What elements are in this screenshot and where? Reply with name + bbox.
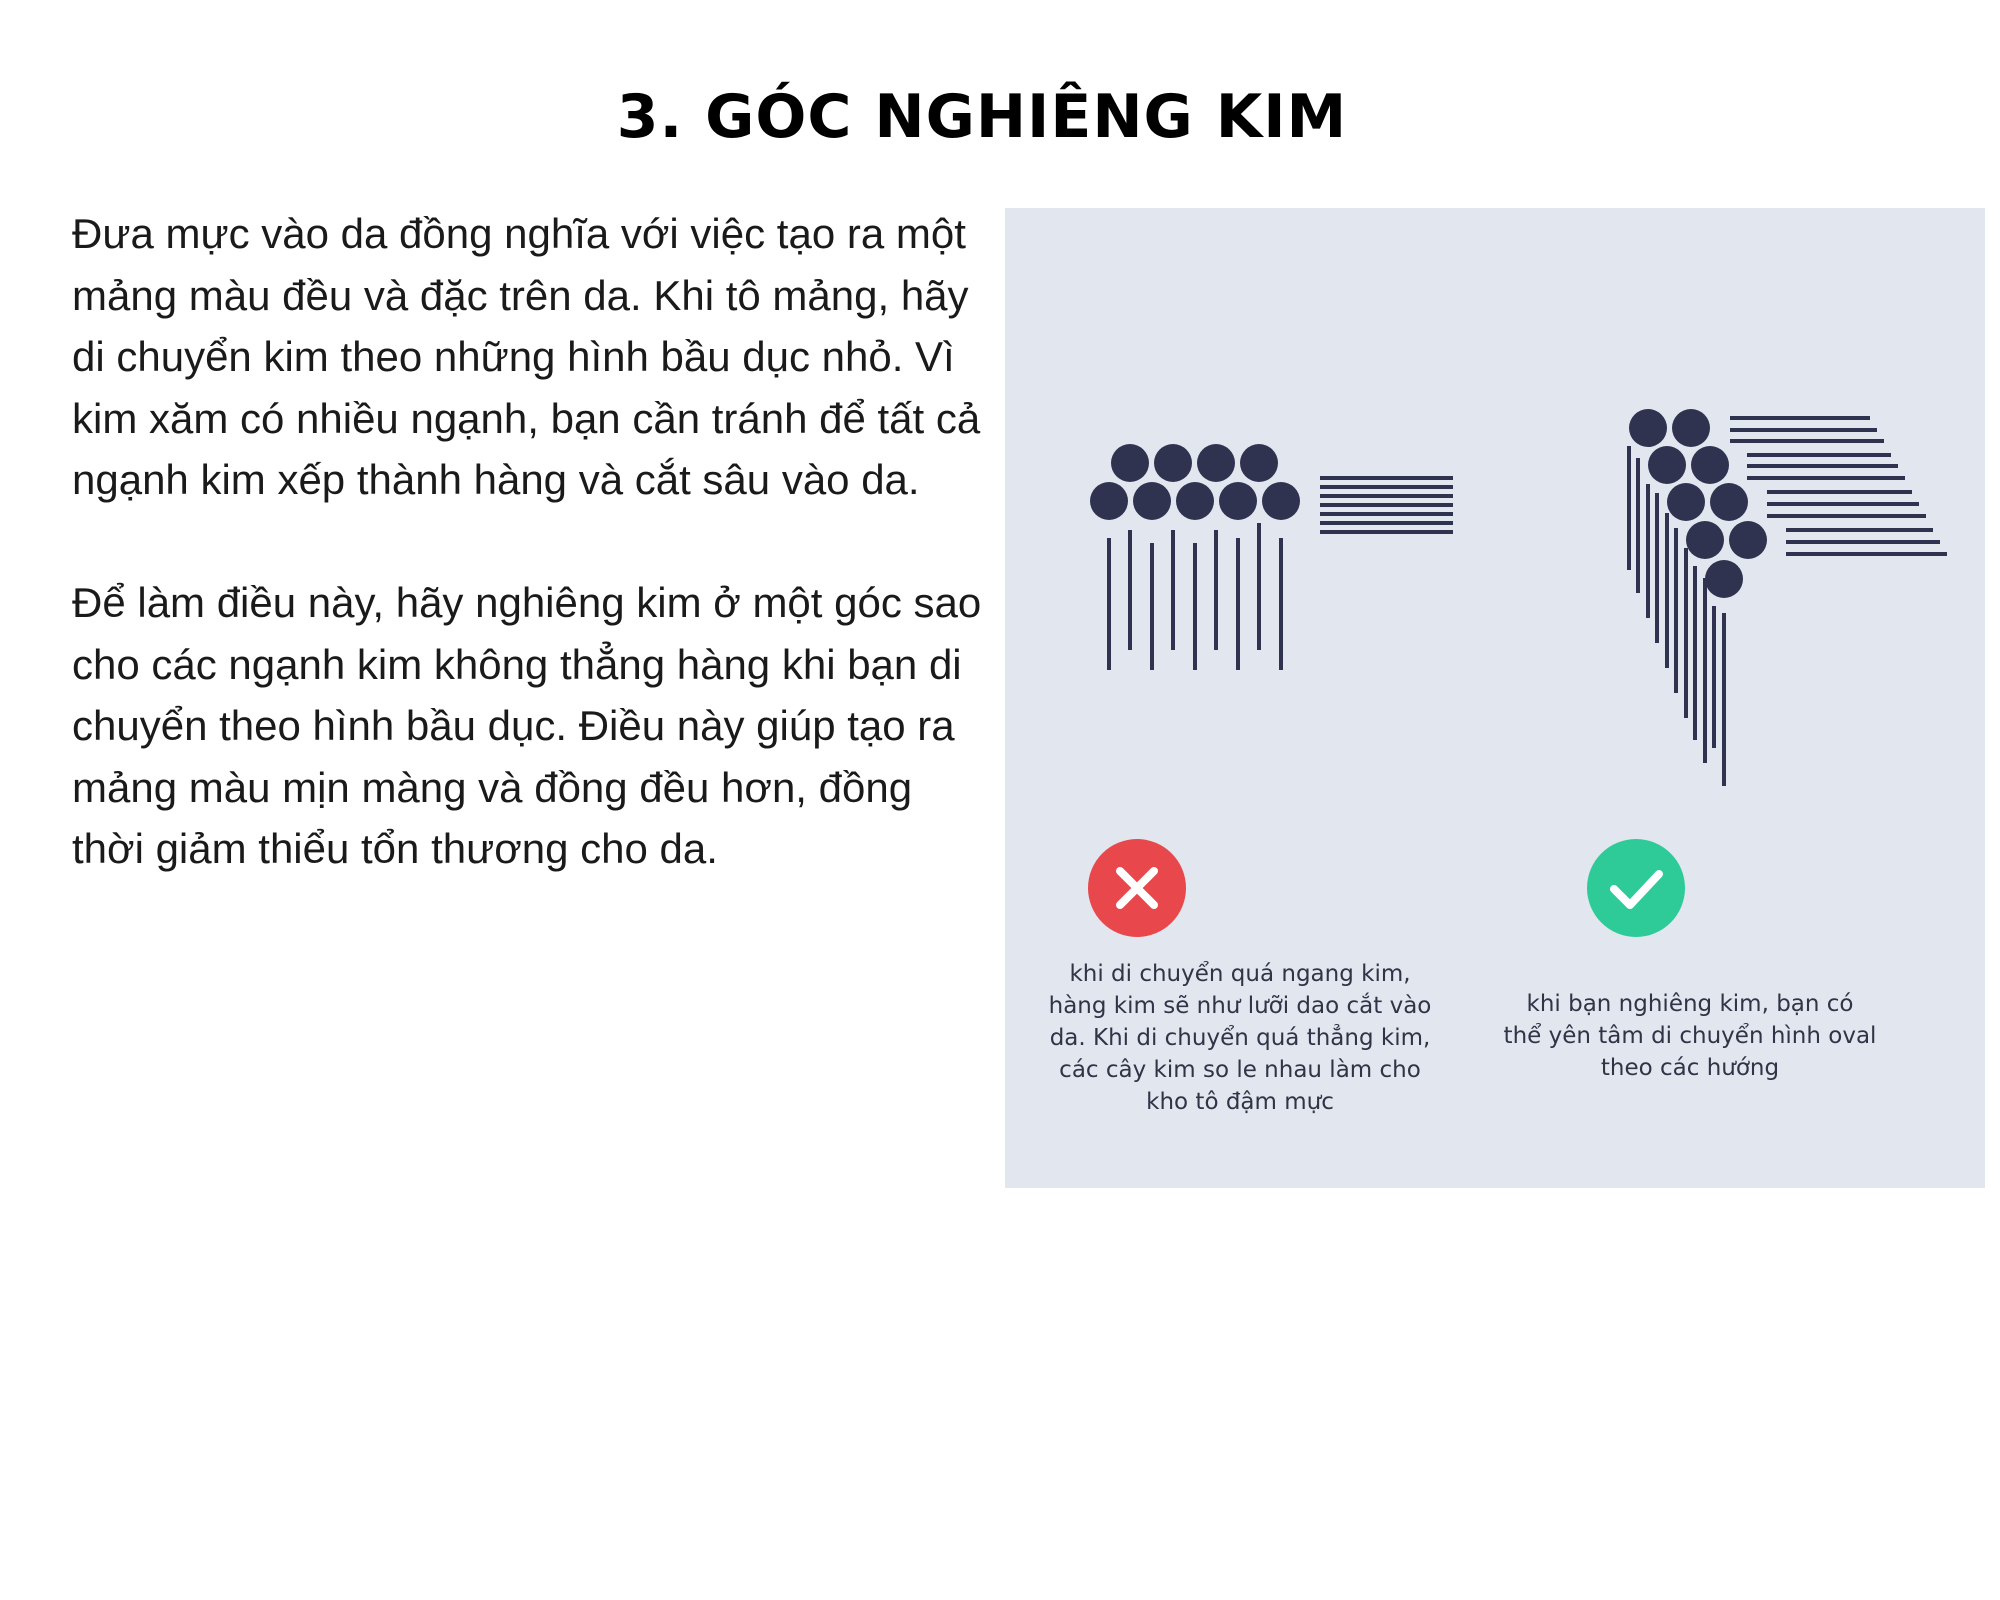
caption-right: khi bạn nghiêng kim, bạn có thể yên tâm di chuyển hình oval theo các hướng — [1503, 991, 1877, 1081]
page-title: 3. GÓC NGHIÊNG KIM — [616, 82, 1348, 152]
flat-needle-group — [1090, 444, 1453, 670]
angled-needle-group — [1629, 409, 1947, 786]
x-icon — [1088, 839, 1186, 937]
needle-shafts-vertical — [1109, 523, 1281, 670]
paragraph-2: Để làm điều này, hãy nghiêng kim ở một góc sao cho các ngạnh kim không thẳng hàng khi bạn di chuyển theo hình bầu dục. Điều này giúp tạo ra mảng màu mịn màng và đồng đều hơn, đồng thời giảm thiểu tổn thương cho da. — [72, 579, 982, 872]
needle-tips-row-bottom — [1090, 482, 1300, 520]
check-icon — [1587, 839, 1685, 937]
needle-angle-illustration — [1005, 208, 1985, 1188]
paragraph-1: Đưa mực vào da đồng nghĩa với việc tạo ra một mảng màu đều và đặc trên da. Khi tô mảng, hãy di chuyển kim theo những hình bầu dục nhỏ. Vì kim xăm có nhiều ngạnh, bạn cần tránh để tất cả ngạnh kim xếp thành hàng và cắt sâu vào da. — [72, 210, 981, 503]
body-text — [72, 203, 992, 880]
needle-shafts-horizontal — [1320, 478, 1453, 532]
caption-wrong: khi di chuyển quá ngang kim, hàng kim sẽ như lưỡi dao cắt vào da. Khi di chuyển quá thẳng kim, các cây kim so le nhau làm cho kho tô đậm mực — [1048, 961, 1432, 1115]
needle-tips-row-top — [1111, 444, 1278, 482]
